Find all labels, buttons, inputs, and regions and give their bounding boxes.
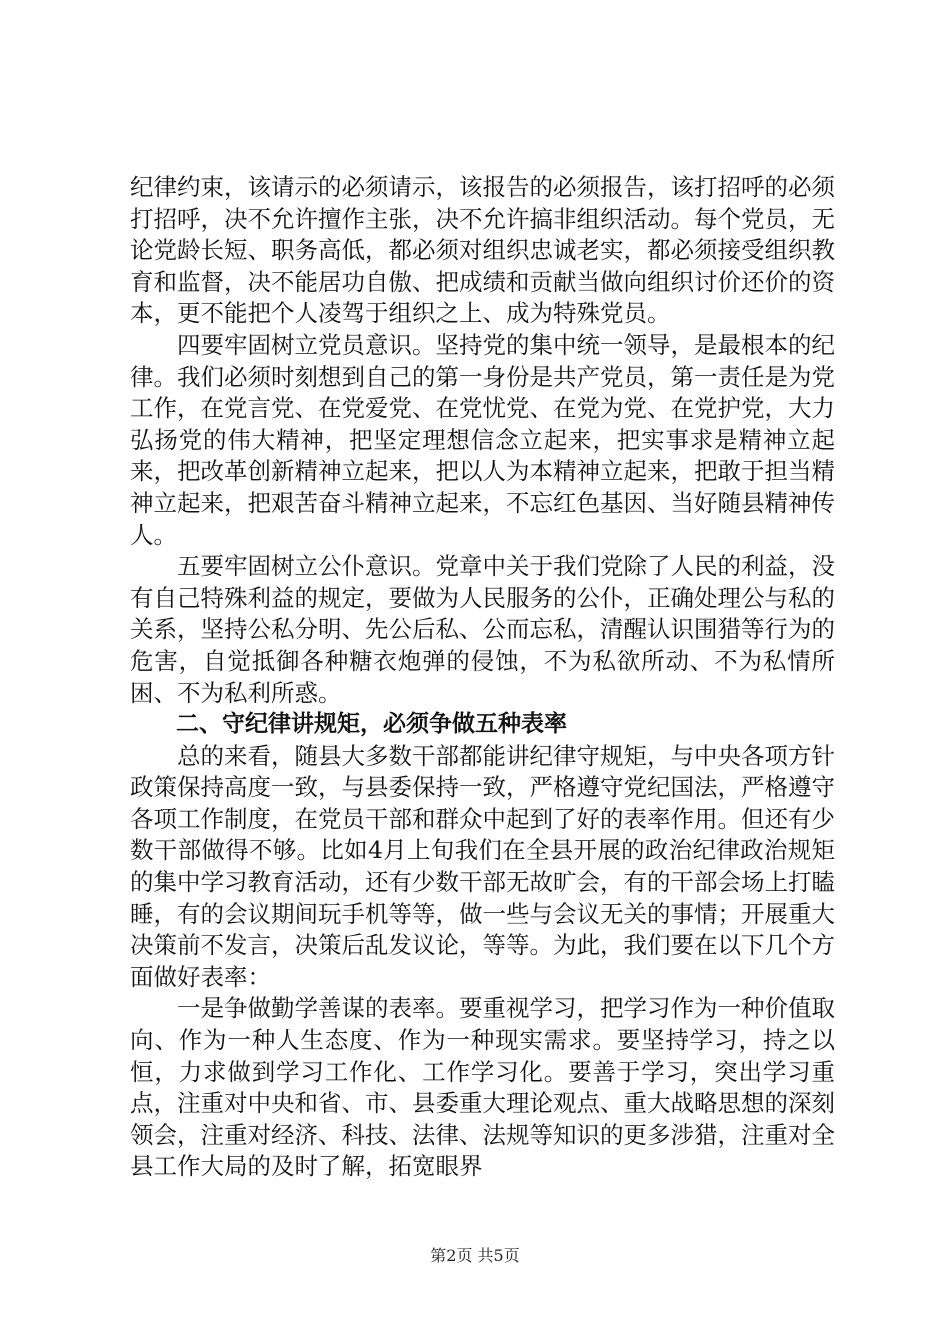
paragraph-study-example: 一是争做勤学善谋的表率。要重视学习，把学习作为一种价值取向、作为一种人生态度、作为一种现实需求。要坚持学习，持之以恒，力求做到学习工作化、工作学习化。要善于学习，突出学习重点，注重对中央和省、市、县委重大理论观点、重大战略思想的深刻领会，注重对经济、科技、法律、法规等知识的更多涉猎，注重对全县工作大局的及时了解，拓宽眼界 — [130, 994, 835, 1181]
paragraph-continued: 纪律约束，该请示的必须请示，该报告的必须报告，该打招呼的必须打招呼，决不允许擅作主张，决不允许搞非组织活动。每个党员，无论党龄长短、职务高低，都必须对组织忠诚老实，都必须接受组织教育和监督，决不能居功自傲、把成绩和贡献当做向组织讨价还价的资本，更不能把个人凌驾于组织之上、成为特殊党员。 — [130, 173, 835, 328]
paragraph-overview: 总的来看，随县大多数干部都能讲纪律守规矩，与中央各项方针政策保持高度一致，与县委保持一致，严格遵守党纪国法，严格遵守各项工作制度，在党员干部和群众中起到了好的表率作用。但还有少数干部做得不够。比如4月上旬我们在全县开展的政治纪律政治规矩的集中学习教育活动，还有少数干部无故旷会，有的干部会场上打瞌睡，有的会议期间玩手机等等，做一些与会议无关的事情；开展重大决策前不发言，决策后乱发议论，等等。为此，我们要在以下几个方面做好表率： — [130, 741, 835, 991]
section-heading: 二、守纪律讲规矩，必须争做五种表率 — [176, 711, 567, 738]
paragraph-servant-awareness: 五要牢固树立公仆意识。党章中关于我们党除了人民的利益，没有自己特殊利益的规定，要做为人民服务的公仆，正确处理公与私的关系，坚持公私分明、先公后私、公而忘私，清醒认识围猎等行为的危害，自觉抵御各种糖衣炮弹的侵蚀，不为私欲所动、不为私情所困、不为私利所惑。 — [130, 552, 835, 707]
page-footer: 第2页 共5页 — [430, 1246, 520, 1265]
document-body — [130, 172, 835, 1183]
paragraph-party-member-awareness: 四要牢固树立党员意识。坚持党的集中统一领导，是最根本的纪律。我们必须时刻想到自己的第一身份是共产党员，第一责任是为党工作，在党言党、在党爱党、在党忧党、在党为党、在党护党，大力弘扬党的伟大精神，把坚定理想信念立起来，把实事求是精神立起来，把改革创新精神立起来，把以人为本精神立起来，把敢于担当精神立起来，把艰苦奋斗精神立起来，不忘红色基因、当好随县精神传人。 — [130, 330, 835, 549]
